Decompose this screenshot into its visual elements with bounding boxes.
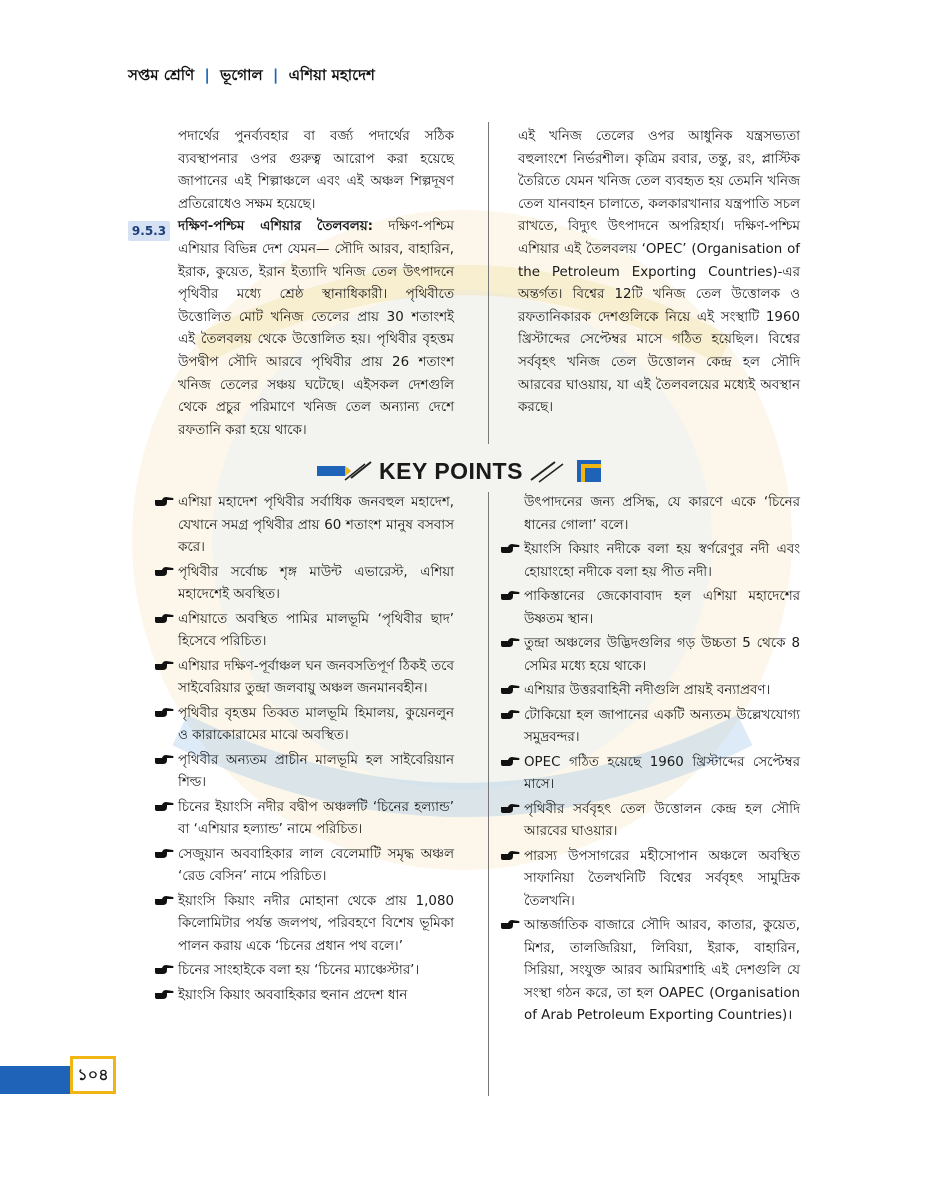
subject-label: ভূগোল bbox=[220, 66, 263, 84]
key-point-text: টোকিয়ো হল জাপানের একটি অন্যতম উল্লেখযোগ্য সমুদ্রবন্দর। bbox=[524, 707, 800, 745]
key-point-text: পৃথিবীর সর্ববৃহৎ তেল উত্তোলন কেন্দ্র হল সৌদি আরবের ঘাওয়ার। bbox=[524, 801, 800, 839]
pointing-hand-icon bbox=[500, 635, 520, 649]
key-point-item bbox=[154, 844, 454, 889]
pointing-hand-icon bbox=[154, 494, 174, 508]
key-point-item bbox=[154, 656, 454, 701]
key-point-item bbox=[154, 960, 454, 983]
key-point-item bbox=[500, 680, 800, 703]
key-point-text: সেজুয়ান অববাহিকার লাল বেলেমাটি সমৃদ্ধ অঞ্চল ‘রেড বেসিন’ নামে পরিচিত। bbox=[178, 846, 454, 884]
page-number: ১০৪ bbox=[70, 1056, 116, 1094]
key-point-text: এশিয়া মহাদেশ পৃথিবীর সর্বাধিক জনবহুল মহাদেশ, যেখানে সমগ্র পৃথিবীর প্রায় 60 শতাংশ মানুষ বসবাস করে। bbox=[178, 495, 454, 555]
key-point-text: এশিয়ার উত্তরবাহিনী নদীগুলি প্রায়ই বন্যাপ্রবণ। bbox=[524, 683, 771, 698]
key-point-text: পৃথিবীর অন্যতম প্রাচীন মালভূমি হল সাইবেরিয়ান শিল্ড। bbox=[178, 752, 454, 790]
key-point-text: পারস্য উপসাগরের মহীসোপান অঞ্চলে অবস্থিত সাফানিয়া তৈলখনিটি বিশ্বের সর্ববৃহৎ সামুদ্রিক তৈলখনি। bbox=[524, 848, 800, 909]
pointing-hand-icon bbox=[154, 987, 174, 1001]
page-number-block bbox=[0, 1056, 118, 1098]
key-point-text: ইয়াংসি কিয়াং অববাহিকার হুনান প্রদেশ ধান bbox=[178, 987, 408, 1003]
key-point-item bbox=[500, 539, 800, 584]
key-point-item bbox=[154, 891, 454, 959]
key-point-item bbox=[154, 797, 454, 842]
book-right-icon bbox=[529, 456, 609, 486]
header-separator: | bbox=[272, 66, 279, 84]
section-title: দক্ষিণ-পশ্চিম এশিয়ার তৈলবলয়: bbox=[178, 219, 374, 235]
key-point-item bbox=[500, 705, 800, 750]
key-point-text: পাকিস্তানের জেকোবাবাদ হল এশিয়া মহাদেশের উষ্ণতম স্থান। bbox=[524, 589, 800, 627]
class-label: সপ্তম শ্রেণি bbox=[128, 66, 195, 84]
section-body: দক্ষিণ-পশ্চিম এশিয়ার বিভিন্ন দেশ যেমন— সৌদি আরব, বাহারিন, ইরাক, কুয়েত, ইরান ইত্যাদি খনিজ তেল উৎপাদনে পৃথিবীর মধ্যে শ্রেষ্ঠ স্থানাধিকারী। পৃথিবীতে উত্তোলিত মোট খনিজ তেলের প্রায় 30 শতাংশই এই তৈলবলয় থেকে উত্তোলিত হয়। পৃথিবীর বৃহত্তম উপদ্বীপ সৌদি আরবে পৃথিবীর প্রায় 26 শতাংশ খনিজ তেলের সঞ্চয় ঘটেছে। এইসকল দেশগুলি থেকে প্রচুর পরিমাণে খনিজ তেল অন্যান্য দেশে রফতানি করা হয়ে থাকে। bbox=[178, 219, 454, 438]
key-point-text: ইয়াংসি কিয়াং নদীর মোহানা থেকে প্রায় 1,080 কিলোমিটার পর্যন্ত জলপথ, পরিবহণে বিশেষ ভূমিকা পালন করায় একে ‘চিনের প্রধান পথ বলে।’ bbox=[178, 893, 454, 954]
section-number-tag: 9.5.3 bbox=[128, 221, 170, 241]
pointing-hand-icon bbox=[154, 658, 174, 672]
pointing-hand-icon bbox=[154, 893, 174, 907]
pointing-hand-icon bbox=[500, 917, 520, 931]
pointing-hand-icon bbox=[500, 541, 520, 555]
key-point-item bbox=[154, 562, 454, 607]
key-point-item bbox=[154, 750, 454, 795]
left-column bbox=[178, 126, 454, 442]
key-point-item bbox=[500, 752, 800, 797]
key-point-text: আন্তর্জাতিক বাজারে সৌদি আরব, কাতার, কুয়েত, মিশর, তালজিরিয়া, লিবিয়া, ইরাক, বাহারিন, সিরিয়া, সংযুক্ত আরব আমিরশাহি এই দেশগুলি যে সংস্থা গঠন করে, তা হল OAPEC (Organisation of Arab Petroleum Exporting Countries)। bbox=[524, 918, 800, 1023]
column-divider-bottom bbox=[488, 492, 489, 1096]
key-points-banner bbox=[312, 454, 612, 488]
key-point-text: OPEC গঠিত হয়েছে 1960 খ্রিস্টাব্দের সেপ্টেম্বর মাসে। bbox=[524, 754, 800, 792]
key-points-right-list bbox=[500, 539, 800, 1028]
key-point-text: চিনের ইয়াংসি নদীর বদ্বীপ অঞ্চলটি ‘চিনের হল্যান্ড’ বা ‘এশিয়ার হল্যান্ড’ নামে পরিচিত। bbox=[178, 799, 454, 837]
key-point-item bbox=[154, 985, 454, 1008]
key-point-text: পৃথিবীর বৃহত্তম তিব্বত মালভূমি হিমালয়, কুয়েনলুন ও কারাকোরামের মাঝে অবস্থিত। bbox=[178, 705, 454, 743]
key-points-left bbox=[154, 492, 454, 1009]
page-number-bar bbox=[0, 1066, 80, 1094]
pointing-hand-icon bbox=[500, 801, 520, 815]
key-point-text: পৃথিবীর সর্বোচ্চ শৃঙ্গ মাউন্ট এভারেস্ট, এশিয়া মহাদেশেই অবস্থিত। bbox=[178, 564, 454, 602]
intro-paragraph: পদার্থের পুনর্ব্যবহার বা বর্জ্য পদার্থের সঠিক ব্যবস্থাপনার ওপর গুরুত্ব আরোপ করা হয়েছে জাপানের এই শিল্পাঞ্চলে এবং এই অঞ্চল শিল্পদূষণ প্রতিরোধেও সক্ষম হয়েছে। bbox=[178, 129, 454, 212]
pointing-hand-icon bbox=[154, 611, 174, 625]
pointing-hand-icon bbox=[154, 705, 174, 719]
column-divider-top bbox=[488, 122, 489, 444]
key-points-right bbox=[500, 492, 800, 1030]
key-point-item bbox=[154, 492, 454, 560]
key-point-item bbox=[500, 586, 800, 631]
key-point-text: তুন্দ্রা অঞ্চলের উদ্ভিদগুলির গড় উচ্চতা 5 থেকে 8 সেমির মধ্যে হয়ে থাকে। bbox=[524, 636, 800, 674]
key-points-left-list bbox=[154, 492, 454, 1007]
key-point-text: চিনের সাংহাইকে বলা হয় ‘চিনের ম্যাঞ্চেস্টার’। bbox=[178, 963, 420, 978]
section-paragraph bbox=[178, 216, 454, 442]
key-point-item bbox=[154, 703, 454, 748]
pointing-hand-icon bbox=[154, 962, 174, 976]
chapter-label: এশিয়া মহাদেশ bbox=[288, 66, 375, 84]
key-point-item bbox=[500, 633, 800, 678]
key-point-continuation: উৎপাদনের জন্য প্রসিদ্ধ, যে কারণে একে ‘চিনের ধানের গোলা’ বলে। bbox=[524, 495, 800, 533]
pointing-hand-icon bbox=[154, 799, 174, 813]
key-point-text: ইয়াংসি কিয়াং নদীকে বলা হয় স্বর্ণরেণুর নদী এবং হোয়াংহো নদীকে বলা হয় পীত নদী। bbox=[524, 542, 800, 580]
right-column bbox=[518, 126, 800, 420]
pointing-hand-icon bbox=[500, 682, 520, 696]
key-point-text: এশিয়ার দক্ষিণ-পূর্বাঞ্চল ঘন জনবসতিপূর্ণ ঠিকই তবে সাইবেরিয়ার তুন্দ্রা জলবায়ু অঞ্চল জনমানবহীন। bbox=[178, 658, 454, 696]
pointing-hand-icon bbox=[154, 564, 174, 578]
key-point-item bbox=[154, 609, 454, 654]
key-point-item bbox=[500, 846, 800, 914]
pointing-hand-icon bbox=[500, 588, 520, 602]
key-point-item bbox=[500, 799, 800, 844]
key-point-text: এশিয়াতে অবস্থিত পামির মালভূমি ‘পৃথিবীর ছাদ’ হিসেবে পরিচিত। bbox=[178, 611, 454, 649]
pointing-hand-icon bbox=[154, 752, 174, 766]
pointing-hand-icon bbox=[500, 848, 520, 862]
header-separator: | bbox=[204, 66, 210, 84]
pointing-hand-icon bbox=[500, 754, 520, 768]
key-point-item bbox=[500, 915, 800, 1028]
pointing-hand-icon bbox=[500, 707, 520, 721]
pencil-left-icon bbox=[315, 458, 373, 484]
right-paragraph: এই খনিজ তেলের ওপর আধুনিক যন্ত্রসভ্যতা বহুলাংশে নির্ভরশীল। কৃত্রিম রবার, তন্তু, রং, প্লাস্টিক তৈরিতে যেমন খনিজ তেল ব্যবহৃত হয় তেমনি খনিজ তেল যানবাহন চালাতে, কলকারখানার যন্ত্রপাতি সচল রাখতে, বিদ্যুৎ উৎপাদনে অপরিহার্য। দক্ষিণ-পশ্চিম এশিয়ার এই তৈলবলয় ‘OPEC’ (Organisation of the Petroleum Exporting Countries)-এর অন্তর্গত। বিশ্বের 12টি খনিজ তেল উত্তোলক ও রফতানিকারক দেশগুলিকে নিয়ে এই সংস্থাটি 1960 খ্রিস্টাব্দের সেপ্টেম্বর মাসে গঠিত হয়েছিল। বিশ্বের সর্ববৃহৎ খনিজ তেল উত্তোলন কেন্দ্র হল সৌদি আরবের ঘাওয়ায়, যা এই তৈলবলয়ের মধ্যেই অবস্থান করছে। bbox=[518, 129, 800, 416]
pointing-hand-icon bbox=[154, 846, 174, 860]
page-header bbox=[128, 64, 375, 89]
key-points-title: KEY POINTS bbox=[379, 457, 523, 484]
